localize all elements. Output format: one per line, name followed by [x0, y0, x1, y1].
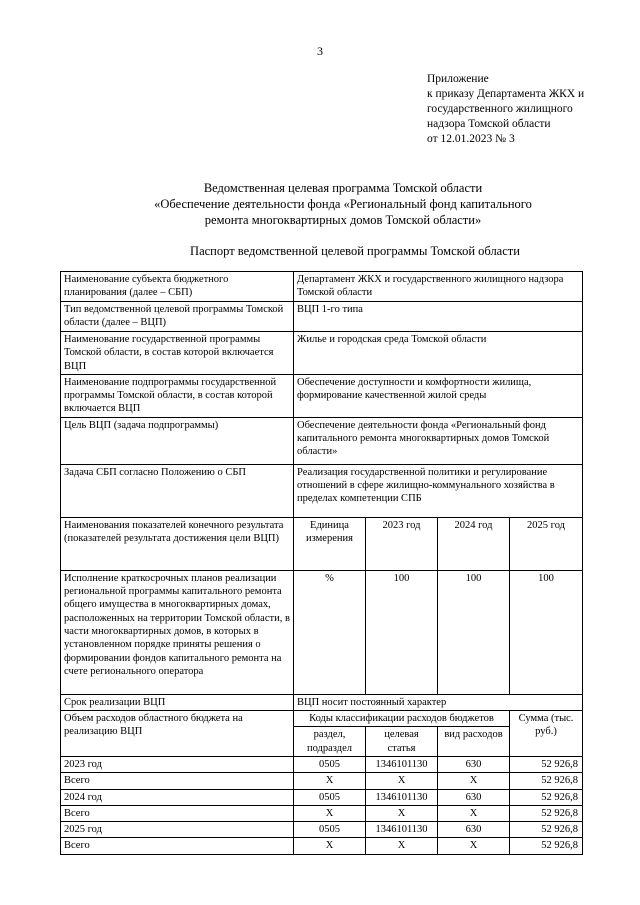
budget-row-label: 2023 год	[61, 756, 294, 772]
budget-row	[61, 789, 583, 805]
row-label: Срок реализации ВЦП	[61, 694, 294, 710]
budget-sum: 52 926,8	[510, 756, 583, 772]
budget-row	[61, 773, 583, 789]
passport-table	[60, 271, 583, 855]
row-label: Задача СБП согласно Положению о СБП	[61, 464, 294, 517]
indicators-header-label: Наименования показателей конечного результата (показателей результата достижения цели ВЦП)	[61, 517, 294, 570]
col-type-header: вид расходов	[438, 727, 510, 757]
budget-section: 0505	[294, 756, 366, 772]
budget-type: 630	[438, 789, 510, 805]
budget-row-label: 2025 год	[61, 822, 294, 838]
budget-sum: 52 926,8	[510, 838, 583, 854]
table-row	[61, 302, 583, 332]
col-section-header: раздел, подраздел	[294, 727, 366, 757]
annex-line: от 12.01.2023 № 3	[427, 133, 515, 145]
budget-row	[61, 756, 583, 772]
budget-target: 1346101130	[366, 789, 438, 805]
row-label: Тип ведомственной целевой программы Томской области (далее – ВЦП)	[61, 302, 294, 332]
budget-sum: 52 926,8	[510, 805, 583, 821]
budget-row-label: Всего	[61, 805, 294, 821]
annex-line: к приказу Департамента ЖКХ и	[427, 88, 585, 100]
budget-target: X	[366, 838, 438, 854]
page-number: 3	[317, 44, 323, 58]
budget-sum: 52 926,8	[510, 773, 583, 789]
passport-title: Паспорт ведомственной целевой программы Томской области	[190, 244, 520, 258]
budget-target: X	[366, 805, 438, 821]
row-value: Жилье и городская среда Томской области	[294, 332, 583, 375]
indicator-value: 100	[438, 570, 510, 694]
indicator-unit: %	[294, 570, 366, 694]
year-header: 2025 год	[510, 517, 583, 570]
codes-header: Коды классификации расходов бюджетов	[294, 711, 510, 727]
budget-section: 0505	[294, 822, 366, 838]
table-row	[61, 694, 583, 710]
row-label: Наименование субъекта бюджетного планирования (далее – СБП)	[61, 272, 294, 302]
row-value: Департамент ЖКХ и государственного жилищного надзора Томской области	[294, 272, 583, 302]
budget-type: 630	[438, 756, 510, 772]
row-label: Наименование государственной программы Томской области, в состав которой включается ВЦП	[61, 332, 294, 375]
table-row	[61, 464, 583, 517]
annex-line: Приложение	[427, 73, 489, 85]
budget-row	[61, 805, 583, 821]
budget-section: X	[294, 773, 366, 789]
budget-row	[61, 838, 583, 854]
budget-target: X	[366, 773, 438, 789]
budget-row-label: 2024 год	[61, 789, 294, 805]
table-row	[61, 570, 583, 694]
document-title	[0, 180, 640, 228]
annex-line: надзора Томской области	[427, 118, 551, 130]
row-value: ВЦП 1-го типа	[294, 302, 583, 332]
row-label: Цель ВЦП (задача подпрограммы)	[61, 417, 294, 464]
table-row	[61, 711, 583, 727]
year-header: 2024 год	[438, 517, 510, 570]
title-line: Ведомственная целевая программа Томской области	[203, 181, 483, 195]
unit-header: Единица измерения	[294, 517, 366, 570]
row-value: Реализация государственной политики и регулирование отношений в сфере жилищно-коммунального хозяйства в пределах компетенции СПБ	[294, 464, 583, 517]
budget-section: 0505	[294, 789, 366, 805]
row-label: Наименование подпрограммы государственной программы Томской области, в состав которой включается ВЦП	[61, 374, 294, 417]
budget-sum: 52 926,8	[510, 789, 583, 805]
budget-row-label: Всего	[61, 773, 294, 789]
budget-section: X	[294, 805, 366, 821]
budget-section: X	[294, 838, 366, 854]
title-line: «Обеспечение деятельности фонда «Региональный фонд капитального	[154, 197, 532, 211]
budget-type: X	[438, 838, 510, 854]
table-row	[61, 272, 583, 302]
title-line: ремонта многоквартирных домов Томской области»	[204, 213, 482, 227]
indicator-value: 100	[366, 570, 438, 694]
budget-row-label: Всего	[61, 838, 294, 854]
table-row	[61, 517, 583, 570]
year-header: 2023 год	[366, 517, 438, 570]
budget-type: X	[438, 773, 510, 789]
col-target-header: целевая статья	[366, 727, 438, 757]
annex-block	[427, 72, 584, 147]
budget-sum: 52 926,8	[510, 822, 583, 838]
indicator-value: 100	[510, 570, 583, 694]
budget-type: 630	[438, 822, 510, 838]
budget-target: 1346101130	[366, 756, 438, 772]
budget-row	[61, 822, 583, 838]
row-value: Обеспечение деятельности фонда «Региональный фонд капитального ремонта многоквартирных домов Томской области»	[294, 417, 583, 464]
annex-line: государственного жилищного	[427, 103, 573, 115]
row-value: Обеспечение доступности и комфортности жилища, формирование качественной жилой среды	[294, 374, 583, 417]
budget-type: X	[438, 805, 510, 821]
row-value: ВЦП носит постоянный характер	[294, 694, 583, 710]
table-row	[61, 374, 583, 417]
budget-label: Объем расходов областного бюджета на реализацию ВЦП	[61, 711, 294, 757]
indicator-label: Исполнение краткосрочных планов реализации региональной программы капитального ремонта общего имущества в многоквартирных домах, расположенных на территории Томской области, в части многоквартирных домов, в которых в установленном порядке приняты решения о формировании фондов капитального ремонта на счете регионального оператора	[61, 570, 294, 694]
sum-header: Сумма (тыс. руб.)	[510, 711, 583, 757]
budget-target: 1346101130	[366, 822, 438, 838]
table-row	[61, 417, 583, 464]
table-row	[61, 332, 583, 375]
